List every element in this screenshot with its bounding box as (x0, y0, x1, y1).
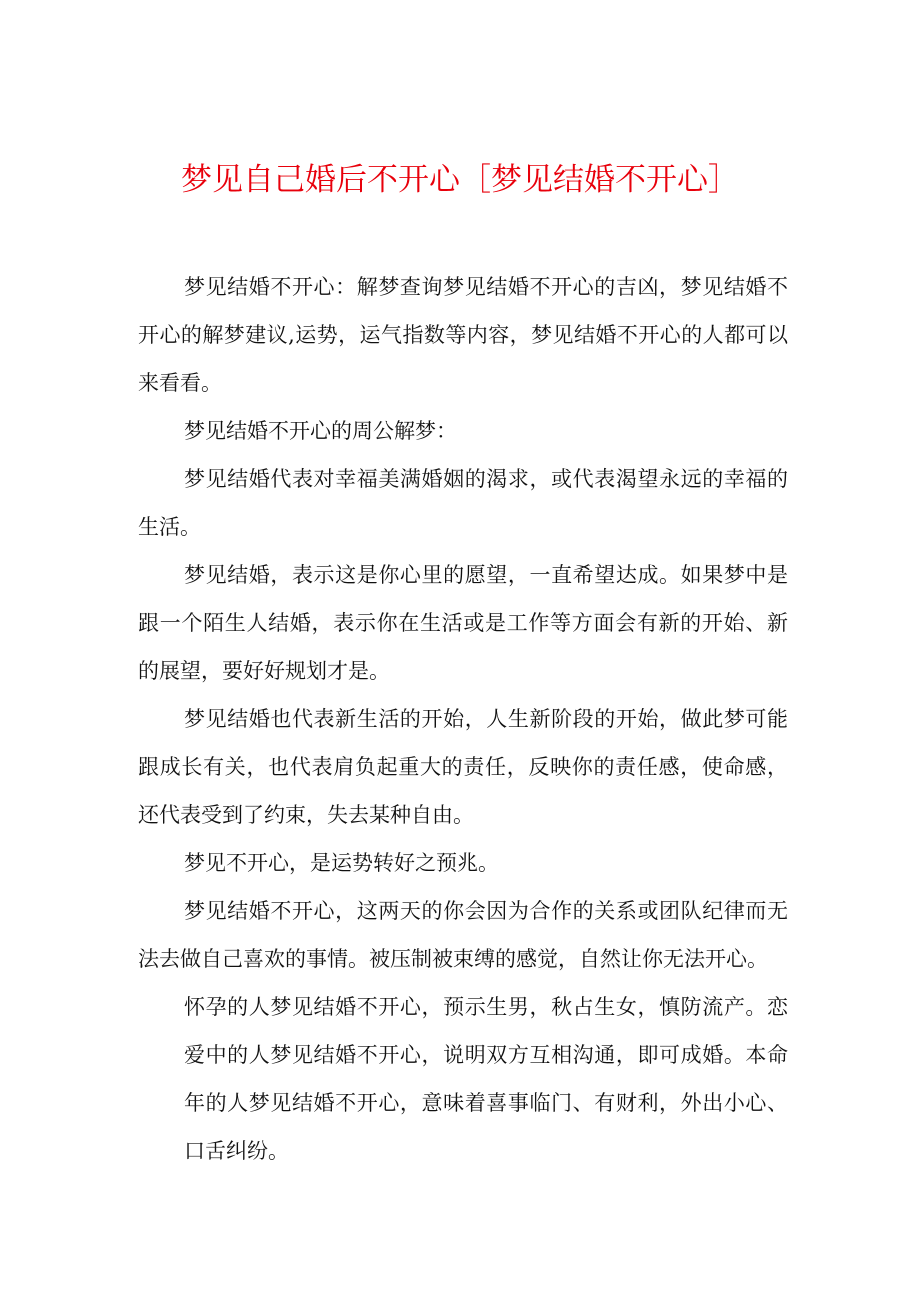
paragraph-intro: 梦见结婚不开心：解梦查询梦见结婚不开心的吉凶，梦见结婚不开心的解梦建议,运势，运气指数等内容，梦见结婚不开心的人都可以来看看。 (138, 275, 788, 395)
paragraph-wish: 梦见结婚，表示这是你心里的愿望，一直希望达成。如果梦中是跟一个陌生人结婚，表示你在生活或是工作等方面会有新的开始、新的展望，要好好规划才是。 (138, 563, 788, 683)
document-body (138, 263, 788, 1175)
paragraph-special-cases: 怀孕的人梦见结婚不开心，预示生男，秋占生女，慎防流产。恋爱中的人梦见结婚不开心，说明双方互相沟通，即可成婚。本命年的人梦见结婚不开心，意味着喜事临门、有财利，外出小心、口舌纠纷。 (184, 995, 788, 1163)
paragraph-meaning: 梦见结婚代表对幸福美满婚姻的渴求，或代表渴望永远的幸福的生活。 (138, 467, 788, 539)
paragraph-omen: 梦见不开心，是运势转好之预兆。 (184, 851, 499, 875)
paragraph-constraint: 梦见结婚不开心，这两天的你会因为合作的关系或团队纪律而无法去做自己喜欢的事情。被压制被束缚的感觉，自然让你无法开心。 (138, 899, 788, 971)
document-title: 梦见自己婚后不开心［梦见结婚不开心］ (181, 162, 739, 198)
paragraph-zhougong-heading: 梦见结婚不开心的周公解梦： (184, 419, 457, 443)
paragraph-new-life: 梦见结婚也代表新生活的开始，人生新阶段的开始，做此梦可能跟成长有关，也代表肩负起重大的责任，反映你的责任感，使命感，还代表受到了约束，失去某种自由。 (138, 707, 788, 827)
